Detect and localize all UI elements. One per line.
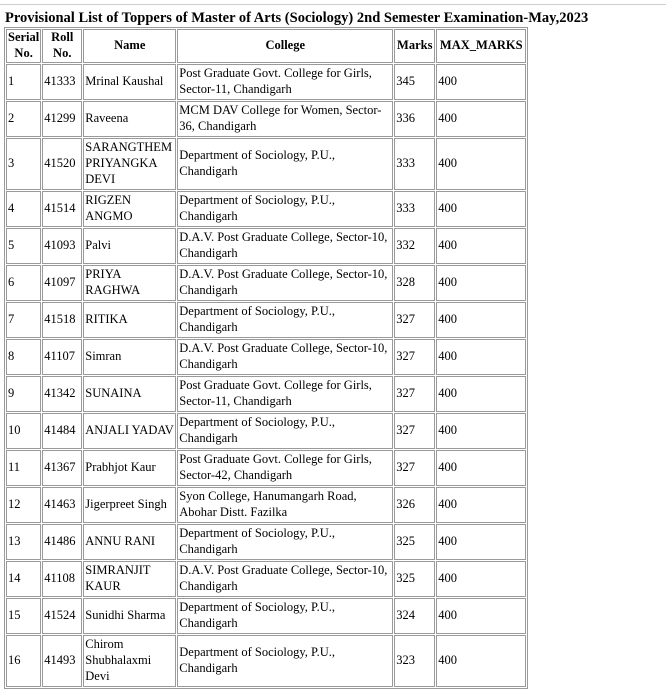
table-row bbox=[6, 376, 526, 412]
table-row bbox=[6, 302, 526, 338]
cell-marks: 324 bbox=[394, 598, 435, 634]
cell-college: Department of Sociology, P.U., Chandigarh bbox=[177, 138, 393, 190]
cell-marks: 336 bbox=[394, 101, 435, 137]
cell-name: Mrinal Kaushal bbox=[83, 64, 176, 100]
table-header bbox=[6, 29, 526, 63]
cell-roll: 41093 bbox=[42, 228, 82, 264]
cell-marks: 345 bbox=[394, 64, 435, 100]
cell-max-marks: 400 bbox=[436, 339, 526, 375]
table-row bbox=[6, 101, 526, 137]
cell-college: D.A.V. Post Graduate College, Sector-10, Chandigarh bbox=[177, 265, 393, 301]
cell-serial: 8 bbox=[6, 339, 41, 375]
cell-roll: 41484 bbox=[42, 413, 82, 449]
cell-marks: 327 bbox=[394, 376, 435, 412]
cell-serial: 9 bbox=[6, 376, 41, 412]
cell-roll: 41524 bbox=[42, 598, 82, 634]
cell-roll: 41299 bbox=[42, 101, 82, 137]
cell-name: SARANGTHEM PRIYANGKA DEVI bbox=[83, 138, 176, 190]
cell-roll: 41108 bbox=[42, 561, 82, 597]
cell-roll: 41493 bbox=[42, 635, 82, 687]
header-row bbox=[6, 29, 526, 63]
cell-max-marks: 400 bbox=[436, 228, 526, 264]
cell-max-marks: 400 bbox=[436, 561, 526, 597]
col-header-max-marks: MAX_MARKS bbox=[436, 29, 526, 63]
table-row bbox=[6, 191, 526, 227]
table-row bbox=[6, 339, 526, 375]
col-header-college: College bbox=[177, 29, 393, 63]
cell-college: D.A.V. Post Graduate College, Sector-10, Chandigarh bbox=[177, 339, 393, 375]
cell-college: Syon College, Hanumangarh Road, Abohar Distt. Fazilka bbox=[177, 487, 393, 523]
cell-max-marks: 400 bbox=[436, 413, 526, 449]
cell-marks: 327 bbox=[394, 450, 435, 486]
cell-serial: 16 bbox=[6, 635, 41, 687]
cell-serial: 10 bbox=[6, 413, 41, 449]
cell-marks: 332 bbox=[394, 228, 435, 264]
cell-roll: 41097 bbox=[42, 265, 82, 301]
cell-marks: 333 bbox=[394, 138, 435, 190]
cell-name: ANNU RANI bbox=[83, 524, 176, 560]
cell-serial: 6 bbox=[6, 265, 41, 301]
table-body bbox=[6, 64, 526, 687]
col-header-name: Name bbox=[83, 29, 176, 63]
col-header-marks: Marks bbox=[394, 29, 435, 63]
cell-roll: 41486 bbox=[42, 524, 82, 560]
cell-max-marks: 400 bbox=[436, 265, 526, 301]
table-row bbox=[6, 228, 526, 264]
cell-max-marks: 400 bbox=[436, 302, 526, 338]
cell-name: ANJALI YADAV bbox=[83, 413, 176, 449]
cell-college: Department of Sociology, P.U., Chandigarh bbox=[177, 413, 393, 449]
cell-marks: 333 bbox=[394, 191, 435, 227]
cell-serial: 13 bbox=[6, 524, 41, 560]
cell-marks: 326 bbox=[394, 487, 435, 523]
cell-name: SIMRANJIT KAUR bbox=[83, 561, 176, 597]
cell-college: Department of Sociology, P.U., Chandigarh bbox=[177, 191, 393, 227]
page-title: Provisional List of Toppers of Master of Arts (Sociology) 2nd Semester Examination-May,2023 bbox=[5, 10, 589, 26]
cell-roll: 41367 bbox=[42, 450, 82, 486]
cell-max-marks: 400 bbox=[436, 598, 526, 634]
cell-roll: 41520 bbox=[42, 138, 82, 190]
cell-max-marks: 400 bbox=[436, 138, 526, 190]
cell-max-marks: 400 bbox=[436, 101, 526, 137]
cell-college: Post Graduate Govt. College for Girls, Sector-11, Chandigarh bbox=[177, 376, 393, 412]
cell-marks: 327 bbox=[394, 302, 435, 338]
cell-college: Post Graduate Govt. College for Girls, Sector-42, Chandigarh bbox=[177, 450, 393, 486]
cell-max-marks: 400 bbox=[436, 376, 526, 412]
cell-college: Post Graduate Govt. College for Girls, Sector-11, Chandigarh bbox=[177, 64, 393, 100]
table-row bbox=[6, 598, 526, 634]
cell-max-marks: 400 bbox=[436, 635, 526, 687]
cell-serial: 5 bbox=[6, 228, 41, 264]
cell-marks: 327 bbox=[394, 413, 435, 449]
cell-max-marks: 400 bbox=[436, 524, 526, 560]
table-row bbox=[6, 635, 526, 687]
cell-college: MCM DAV College for Women, Sector-36, Chandigarh bbox=[177, 101, 393, 137]
table-row bbox=[6, 413, 526, 449]
table-row bbox=[6, 265, 526, 301]
cell-name: SUNAINA bbox=[83, 376, 176, 412]
table-row bbox=[6, 524, 526, 560]
table-row bbox=[6, 64, 526, 100]
cell-marks: 325 bbox=[394, 524, 435, 560]
cell-max-marks: 400 bbox=[436, 64, 526, 100]
cell-roll: 41107 bbox=[42, 339, 82, 375]
table-row bbox=[6, 450, 526, 486]
cell-name: RITIKA bbox=[83, 302, 176, 338]
table-row bbox=[6, 487, 526, 523]
cell-college: Department of Sociology, P.U., Chandigarh bbox=[177, 302, 393, 338]
cell-marks: 323 bbox=[394, 635, 435, 687]
table-row bbox=[6, 138, 526, 190]
cell-max-marks: 400 bbox=[436, 450, 526, 486]
cell-max-marks: 400 bbox=[436, 191, 526, 227]
cell-serial: 14 bbox=[6, 561, 41, 597]
cell-serial: 4 bbox=[6, 191, 41, 227]
cell-roll: 41333 bbox=[42, 64, 82, 100]
cell-name: Raveena bbox=[83, 101, 176, 137]
cell-name: Simran bbox=[83, 339, 176, 375]
cell-roll: 41463 bbox=[42, 487, 82, 523]
cell-roll: 41514 bbox=[42, 191, 82, 227]
cell-marks: 327 bbox=[394, 339, 435, 375]
cell-name: Chirom Shubhalaxmi Devi bbox=[83, 635, 176, 687]
cell-serial: 3 bbox=[6, 138, 41, 190]
cell-name: Jigerpreet Singh bbox=[83, 487, 176, 523]
cell-marks: 325 bbox=[394, 561, 435, 597]
cell-college: Department of Sociology, P.U., Chandigarh bbox=[177, 598, 393, 634]
cell-college: D.A.V. Post Graduate College, Sector-10, Chandigarh bbox=[177, 561, 393, 597]
cell-name: PRIYA RAGHWA bbox=[83, 265, 176, 301]
top-divider bbox=[0, 4, 666, 5]
cell-name: RIGZEN ANGMO bbox=[83, 191, 176, 227]
cell-serial: 2 bbox=[6, 101, 41, 137]
table-row bbox=[6, 561, 526, 597]
cell-serial: 15 bbox=[6, 598, 41, 634]
cell-serial: 7 bbox=[6, 302, 41, 338]
cell-max-marks: 400 bbox=[436, 487, 526, 523]
cell-serial: 11 bbox=[6, 450, 41, 486]
cell-college: Department of Sociology, P.U., Chandigarh bbox=[177, 635, 393, 687]
cell-serial: 1 bbox=[6, 64, 41, 100]
cell-college: D.A.V. Post Graduate College, Sector-10, Chandigarh bbox=[177, 228, 393, 264]
cell-name: Sunidhi Sharma bbox=[83, 598, 176, 634]
col-header-serial: Serial No. bbox=[6, 29, 41, 63]
cell-roll: 41342 bbox=[42, 376, 82, 412]
col-header-roll: Roll No. bbox=[42, 29, 82, 63]
cell-college: Department of Sociology, P.U., Chandigarh bbox=[177, 524, 393, 560]
cell-roll: 41518 bbox=[42, 302, 82, 338]
cell-name: Prabhjot Kaur bbox=[83, 450, 176, 486]
cell-marks: 328 bbox=[394, 265, 435, 301]
cell-name: Palvi bbox=[83, 228, 176, 264]
cell-serial: 12 bbox=[6, 487, 41, 523]
toppers-table bbox=[4, 27, 528, 689]
